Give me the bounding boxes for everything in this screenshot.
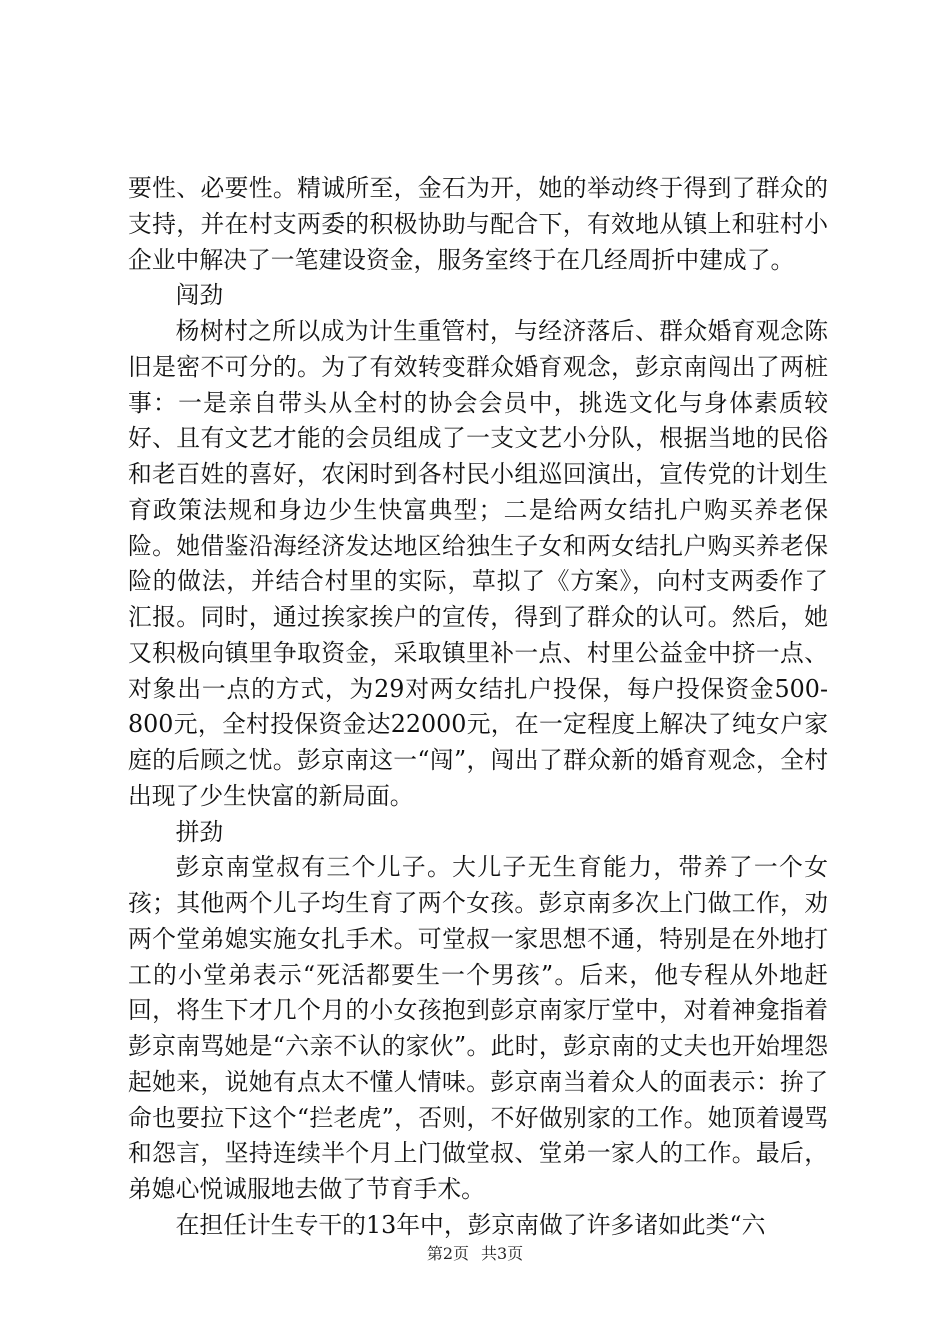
paragraph-closing: 在担任计生专干的13年中，彭京南做了许多诸如此类“六	[175, 1210, 766, 1239]
page-total: 共3页	[481, 1244, 524, 1263]
document-body	[128, 171, 828, 1244]
section-heading-pinjin: 拼劲	[175, 817, 224, 846]
page-number: 第2页	[426, 1244, 469, 1263]
page-footer	[0, 1243, 950, 1265]
paragraph-continuation: 要性、必要性。精诚所至，金石为开，她的举动终于得到了群众的支持，并在村支两委的积极协助与配合下，有效地从镇上和驻村小企业中解决了一笔建设资金，服务室终于在几经周折中建成了。	[128, 174, 828, 274]
paragraph-chuangjin: 杨树村之所以成为计生重管村，与经济落后、群众婚育观念陈旧是密不可分的。为了有效转变群众婚育观念，彭京南闯出了两桩事：一是亲自带头从全村的协会会员中，挑选文化与身体素质较好、且有文艺才能的会员组成了一支文艺小分队，根据当地的民俗和老百姓的喜好，农闲时到各村民小组巡回演出，宣传党的计划生育政策法规和身边少生快富典型；二是给两女结扎户购买养老保险。她借鉴沿海经济发达地区给独生子女和两女结扎户购买养老保险的做法，并结合村里的实际，草拟了《方案》，向村支两委作了汇报。同时，通过挨家挨户的宣传，得到了群众的认可。然后，她又积极向镇里争取资金，采取镇里补一点、村里公益金中挤一点、对象出一点的方式，为29对两女结扎户投保，每户投保资金500-800元，全村投保资金达22000元，在一定程度上解决了纯女户家庭的后顾之忧。彭京南这一“闯”，闯出了群众新的婚育观念，全村出现了少生快富的新局面。	[128, 317, 828, 810]
section-heading-chuangjin: 闯劲	[175, 281, 224, 310]
paragraph-pinjin: 彭京南堂叔有三个儿子。大儿子无生育能力，带养了一个女孩；其他两个儿子均生育了两个女孩。彭京南多次上门做工作，劝两个堂弟媳实施女扎手术。可堂叔一家思想不通，特别是在外地打工的小堂弟表示“死活都要生一个男孩”。后来，他专程从外地赶回，将生下才几个月的小女孩抱到彭京南家厅堂中，对着神龛指着彭京南骂她是“六亲不认的家伙”。此时，彭京南的丈夫也开始埋怨起她来，说她有点太不懂人情味。彭京南当着众人的面表示：拚了命也要拉下这个“拦老虎”，否则，不好做别家的工作。她顶着谩骂和怨言，坚持连续半个月上门做堂叔、堂弟一家人的工作。最后，弟媳心悦诚服地去做了节育手术。	[128, 853, 828, 1203]
